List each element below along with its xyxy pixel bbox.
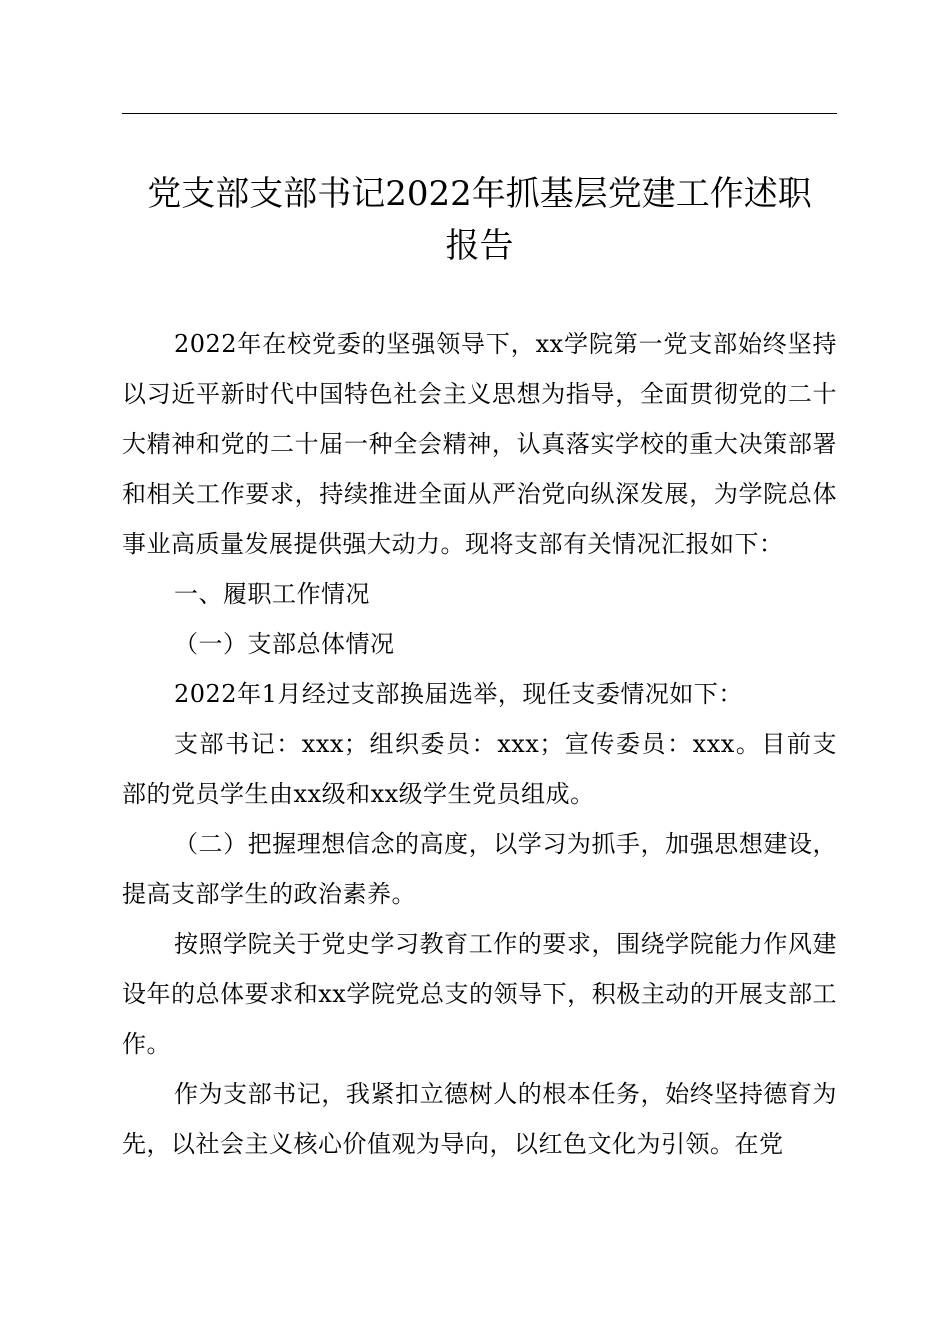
intro-paragraph: 2022年在校党委的坚强领导下，xx学院第一党支部始终坚持以习近平新时代中国特色社会主义思想为指导，全面贯彻党的二十大精神和党的二十届一种全会精神，认真落实学校的重大决策部署和相关工作要求，持续推进全面从严治党向纵深发展，为学院总体事业高质量发展提供强大动力。现将支部有关情况汇报如下： — [122, 330, 837, 558]
header-rule — [122, 113, 837, 114]
section-heading: 一、履职工作情况 — [174, 580, 370, 608]
body-paragraph: 2022年1月经过支部换届选举，现任支委情况如下： — [174, 680, 743, 708]
document-body — [122, 319, 837, 1169]
title-line-1: 党支部支部书记2022年抓基层党建工作述职 — [147, 174, 812, 214]
subsection-heading: （二）把握理想信念的高度，以学习为抓手，加强思想建设，提高支部学生的政治素养。 — [122, 830, 837, 908]
document-title — [122, 168, 837, 272]
subsection-heading: （一）支部总体情况 — [174, 630, 395, 658]
body-paragraph: 支部书记：xxx；组织委员：xxx；宣传委员：xxx。目前支部的党员学生由xx级和xx级学生党员组成。 — [122, 730, 837, 808]
body-paragraph: 作为支部书记，我紧扣立德树人的根本任务，始终坚持德育为先，以社会主义核心价值观为导向，以红色文化为引领。在党 — [122, 1080, 837, 1158]
body-paragraph: 按照学院关于党史学习教育工作的要求，围绕学院能力作风建设年的总体要求和xx学院党总支的领导下，积极主动的开展支部工作。 — [122, 930, 837, 1058]
title-line-2: 报告 — [445, 226, 514, 266]
